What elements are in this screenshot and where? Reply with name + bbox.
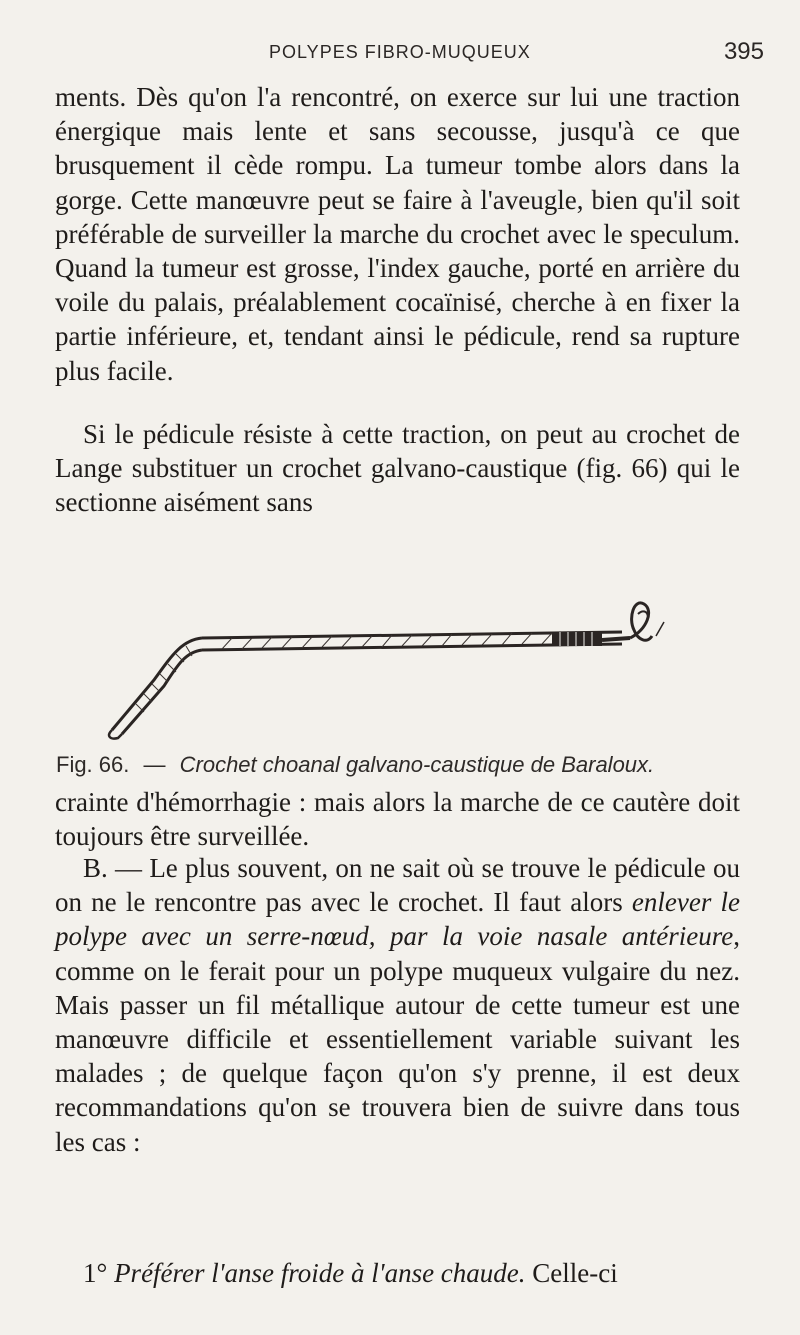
paragraph-3: crainte d'hémorrhagie : mais alors la marche de ce cautère doit toujours être surveillée.: [55, 787, 740, 852]
hook-tip: [109, 730, 122, 739]
paragraph-4: [55, 851, 740, 1159]
page-header: [36, 38, 764, 82]
running-title: POLYPES FIBRO-MUQUEUX: [269, 42, 531, 62]
page-number: 395: [723, 38, 764, 65]
figure-label: Fig. 66.: [56, 752, 130, 777]
paragraph-1: ments. Dès qu'on l'a rencontré, on exerce sur lui une traction énergique mais lente et sans secousse, jusqu'à ce que brusquement il cède rompu. La tumeur tombe alors dans la gorge. Cette manœuvre peut se faire à l'aveugle, bien qu'il soit préférable de surveiller la marche du crochet avec le speculum. Quand la tumeur est grosse, l'index gauche, porté en arrière du voile du palais, préalablement cocaïnisé, cherche à en fixer la partie inférieure, et, tendant ainsi le pédicule, rend sa rupture plus facile.: [55, 82, 740, 386]
galvanocautery-hook-illustration: [82, 600, 712, 740]
hook-curve-outer: [112, 638, 202, 730]
paragraph-4-text-after: , comme on le ferait pour un polype muqueux vulgaire du nez. Mais passer un fil métallique autour de cette tumeur est une manœuvre difficile et essentiellement variable suivant les malades ; de quelque façon qu'on s'y prenne, il est deux recommandations qu'on se trouvera bien de suivre dans tous les cas :: [55, 921, 740, 1157]
hook-ring: [630, 603, 652, 640]
figure-caption: [56, 752, 746, 778]
paragraph-4-text-before: B. — Le plus souvent, on ne sait où se trouve le pédicule ou on ne le rencontre pas avec le crochet. Il faut alors: [55, 853, 740, 918]
figure-title: Crochet choanal galvano-caustique de Baraloux.: [179, 752, 655, 777]
caption-dash: —: [143, 752, 166, 777]
paragraph-5: [55, 1256, 740, 1290]
paragraph-4-emphasis: enlever le polype avec un serre-nœud, par la voie nasale antérieure: [55, 887, 740, 952]
figure-66: [82, 600, 712, 740]
paragraph-5-emphasis: Préférer l'anse froide à l'anse chaude.: [114, 1258, 526, 1288]
paragraph-5-text-after: Celle-ci: [525, 1258, 618, 1288]
paragraph-5-number: 1°: [83, 1258, 115, 1288]
paragraph-2: Si le pédicule résiste à cette traction, on peut au crochet de Lange substituer un crochet galvano-caustique (fig. 66) qui le sectionne aisément sans: [55, 419, 740, 518]
hook-curve-inner: [122, 650, 202, 734]
